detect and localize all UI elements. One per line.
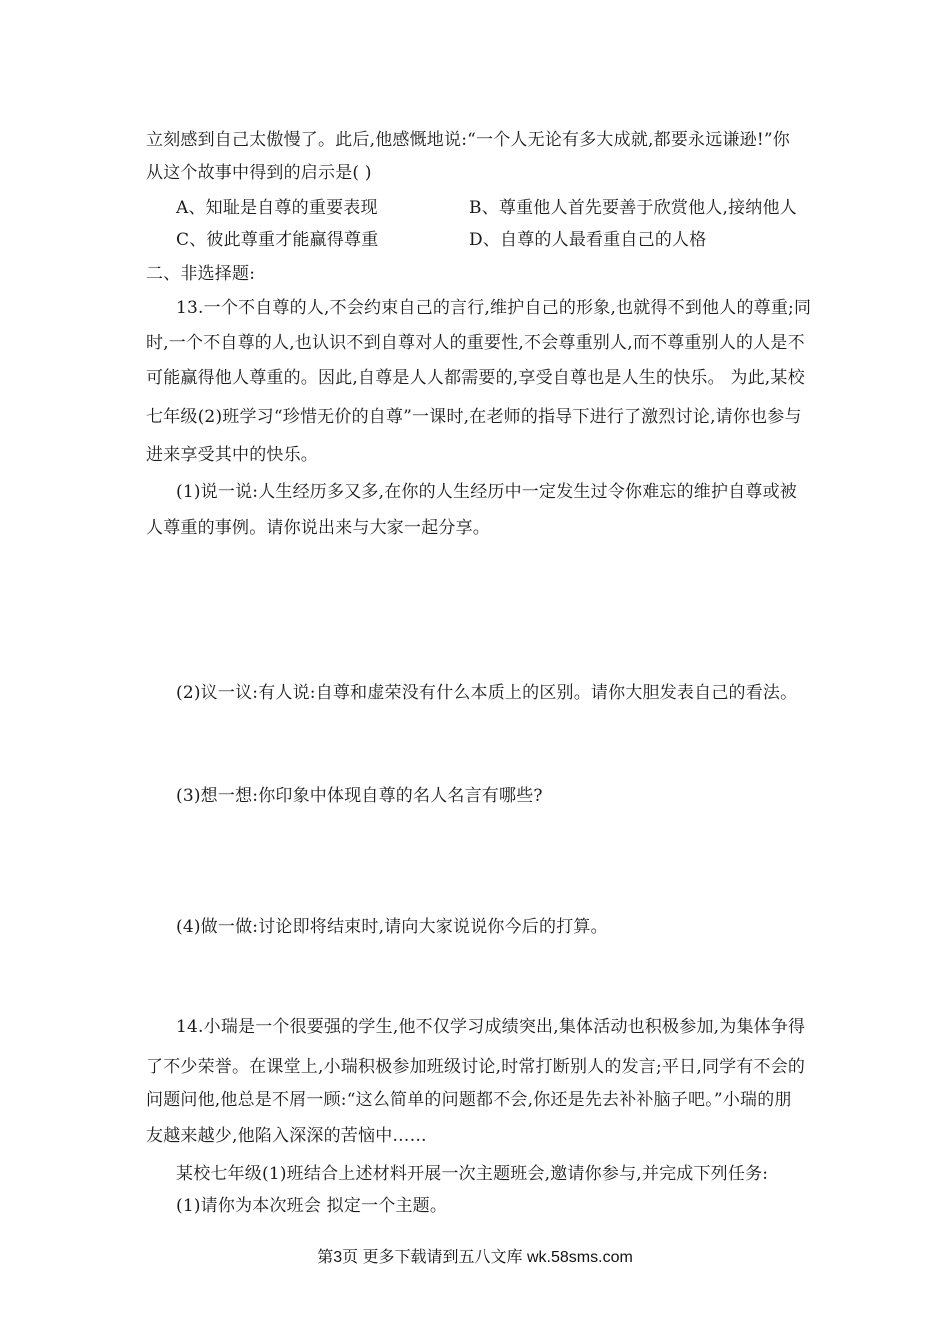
q14-line: 友越来越少,他陷入深深的苦恼中…… (146, 1126, 427, 1146)
q13-sub3: (3)想一想:你印象中体现自尊的名人名言有哪些? (176, 786, 543, 806)
q13-sub1-line2: 人尊重的事例。请你说出来与大家一起分享。 (146, 518, 490, 538)
q13-line: 进来享受其中的快乐。 (146, 445, 318, 465)
q12-line2: 从这个故事中得到的启示是( ) (146, 163, 372, 183)
q14-line: 14.小瑞是一个很要强的学生,他不仅学习成绩突出,集体活动也积极参加,为集体争得 (176, 1017, 806, 1037)
section-heading: 二、非选择题: (146, 264, 256, 284)
q13-sub2: (2)议一议:有人说:自尊和虚荣没有什么本质上的区别。请你大胆发表自己的看法。 (176, 683, 798, 703)
q14-task1: (1)请你为本次班会 拟定一个主题。 (176, 1196, 448, 1216)
option-d: D、自尊的人最看重自己的人格 (469, 230, 707, 250)
q14-task-intro: 某校七年级(1)班结合上述材料开展一次主题班会,邀请你参与,并完成下列任务: (176, 1164, 769, 1184)
q12-line1: 立刻感到自己太傲慢了。此后,他感慨地说:“一个人无论有多大成就,都要永远谦逊!”你 (146, 130, 790, 150)
q13-line: 七年级(2)班学习“珍惜无价的自尊”一课时,在老师的指导下进行了激烈讨论,请你也参与 (146, 407, 802, 427)
option-c: C、彼此尊重才能赢得尊重 (176, 230, 379, 250)
q13-line: 可能赢得他人尊重的。因此,自尊是人人都需要的,享受自尊也是人生的快乐。 为此,某校 (146, 368, 805, 388)
q13-sub4: (4)做一做:讨论即将结束时,请向大家说说你今后的打算。 (176, 917, 608, 937)
q13-line: 13.一个不自尊的人,不会约束自己的言行,维护自己的形象,也就得不到他人的尊重;同 (176, 298, 812, 318)
q14-line: 了不少荣誉。在课堂上,小瑞积极参加班级讨论,时常打断别人的发言;平日,同学有不会的 (146, 1057, 806, 1077)
q14-line: 问题问他,他总是不屑一顾:“这么简单的问题都不会,你还是先去补补脑子吧。”小瑞的朋 (146, 1090, 792, 1110)
q13-sub1-line1: (1)说一说:人生经历多又多,在你的人生经历中一定发生过令你难忘的维护自尊或被 (176, 482, 798, 502)
option-b: B、尊重他人首先要善于欣赏他人,接纳他人 (469, 198, 797, 218)
page-footer: 第3页 更多下载请到五八文库 wk.58sms.com (317, 1249, 633, 1266)
option-a: A、知耻是自尊的重要表现 (176, 198, 378, 218)
q13-line: 时,一个不自尊的人,也认识不到自尊对人的重要性,不会尊重别人,而不尊重别人的人是不 (146, 333, 805, 353)
